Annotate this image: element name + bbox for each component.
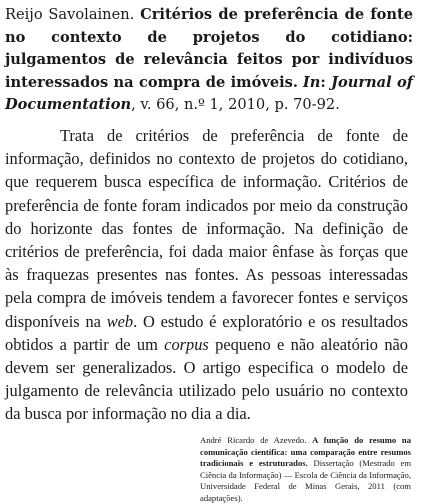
abstract-web-term: web: [106, 311, 134, 331]
citation-author: Reijo Savolainen.: [5, 6, 135, 23]
source-title: A função do resumo na comunicação científica: uma comparação entre resumos tradicionais e estruturados.: [200, 435, 411, 468]
citation-journal: Journal of Documentation: [5, 73, 414, 114]
abstract-part-1: Trata de critérios de preferência de fonte de informação, definidos no contexto de projetos do cotidiano, que requerem busca específica de informação. Critérios de preferência de fonte foram indicados por meio da construção do horizonte das fontes de informação. Na definição de critérios de preferência, foi dada maior ênfase às forças que às fraquezas presentes nas fontes. As pessoas interessadas pela compra de imóveis tendem a favorecer fontes e serviços disponíveis na: [5, 126, 408, 331]
bibliographic-citation: Reijo Savolainen. Critérios de preferência de fonte no contexto de projetos do cotidiano: julgamentos de relevância feitos por indivíduos interessados na compra de imóveis. In: Journal of Documentation, v. 66, n.º 1, 2010, p. 70-92.: [5, 6, 414, 114]
abstract-text: [5, 124, 408, 426]
abstract-part-3: pequeno e não aleatório não devem ser generalizados. O artigo especifica o modelo de julgamento de relevância utilizado pelo usuário no contexto da busca por informação no dia a dia.: [5, 334, 408, 424]
citation-in-label: In: [302, 73, 321, 91]
citation-details: , v. 66, n.º 1, 2010, p. 70-92.: [131, 96, 340, 114]
citation-title: Critérios de preferência de fonte no contexto de projetos do cotidiano: julgamentos de relevância feitos por indivíduos interessados na compra de imóveis.: [5, 6, 414, 91]
abstract-paragraph: [5, 124, 408, 426]
source-author: André Ricardo de Azevedo.: [200, 435, 307, 445]
abstract-part-2: . O estudo é exploratório e os resultados obtidos a partir de um: [5, 311, 408, 354]
abstract-corpus-term: corpus: [164, 334, 209, 354]
source-details: Dissertação (Mestrado em Ciência da Informação) — Escola de Ciência da Informação, Universidade Federal de Minas Gerais, 2011 (com adaptações).: [200, 458, 412, 503]
source-reference: [200, 435, 411, 504]
